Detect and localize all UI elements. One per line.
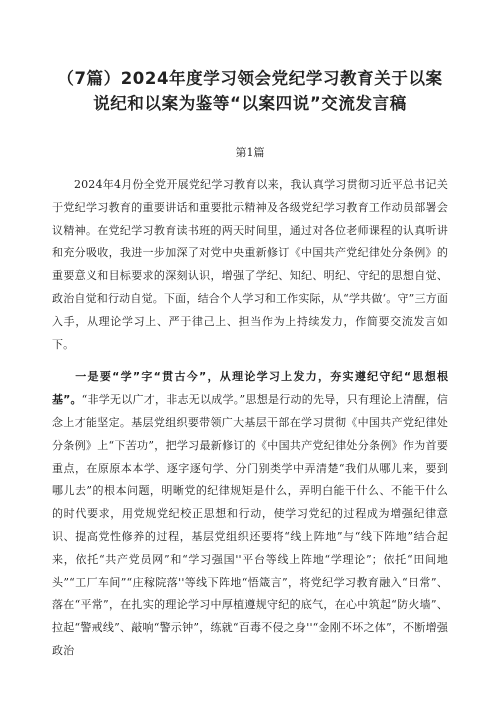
paragraph-2-lead: 一是要“学”字“贯古今”，从理论学习上发力，夯实遵纪守纪“思想根基”。 [52,370,448,407]
paragraph-1 [52,174,448,356]
section-label: 第1篇 [235,146,265,159]
paragraph-1-text: 2024年4月份全党开展党纪学习教育以来，我认真学习贯彻习近平总书记关于党纪学习教育的重要讲话和重要批示精神及各级党纪学习教育工作动员部署会议精神。在党纪学习教育读书班的两天时间里，通过对各位老师课程的认真听讲和充分吸收，我进一步加深了对党中央重新修订《中国共产党纪律处分条例》的重要意义和目标要求的深刻认识，增强了学纪、知纪、明纪、守纪的思想自觉、政治自觉和行动自觉。下面，结合个人学习和工作实际，从“学共做‘。守”三方面入手，从理论学习上、严于律己上、担当作为上持续发力，作简要交流发言如下。 [52,178,448,351]
paragraph-2 [52,366,448,662]
paragraph-2-body: “非学无以广才，非志无以成学。”思想是行动的先导，只有理论上清醒，信念上才能坚定。基层党组织要带领广大基层干部在学习贯彻《中国共产党纪律处分条例》上“下苦功”，把学习最新修订的《中国共产党纪律处分条例》作为首要重点，在原原本本学、逐字逐句学、分门别类学中弄清楚“我们从哪儿来，要到哪儿去”的根本问题，明晰党的纪律规矩是什么，弄明白能干什么、不能干什么的时代要求，用党规党纪校正思想和行动，使学习党纪的过程成为增强纪律意识、提高党性修养的过程，基层党组织还要将“线上阵地”与“线下阵地”结合起来，依托“共产党员网”和“学习强国''平台等线上阵地“学理论”；依托“田间地头”“工厂车间”“庄稼院落''等线下阵地“悟箴言”，将党纪学习教育融入“日常”、落在“平常”，在扎实的理论学习中厚植遵规守纪的底气，在心中筑起“防火墙”、拉起“警戒线”、敲响“警示钟”，练就“百毒不侵之身''“金刚不坏之体”，不断增强政治 [52,393,448,657]
title-line-2: 说纪和以案为鉴等“以案四说”交流发言稿 [93,94,407,113]
title-line-1: （7篇）2024年度学习领会党纪学习教育关于以案 [57,69,443,88]
document-title [52,66,448,116]
